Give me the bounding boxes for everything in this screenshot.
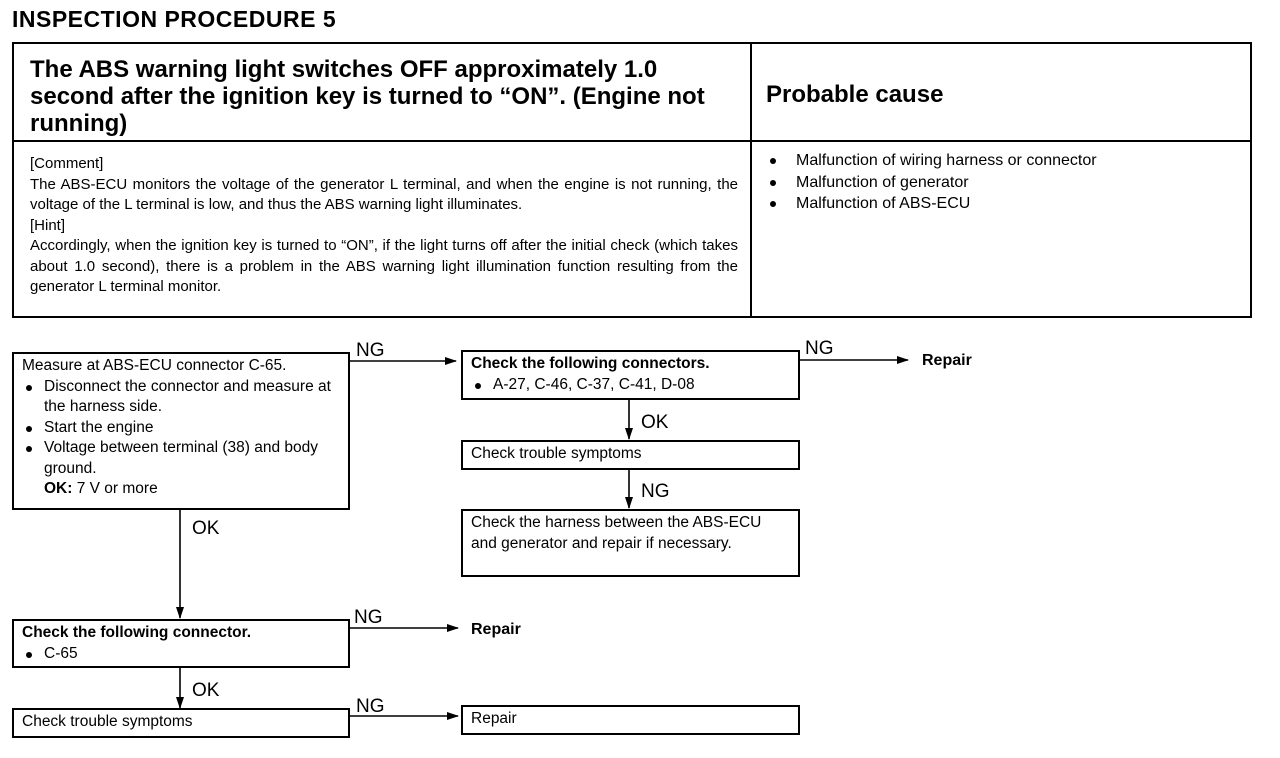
check-symptoms-box-2: Check trouble symptoms — [12, 708, 350, 738]
measure-step-item: Voltage between terminal (38) and body ground. — [22, 438, 340, 479]
ng-label: NG — [805, 338, 834, 359]
cause-item: Malfunction of ABS-ECU — [766, 193, 1097, 215]
measure-step-item: Start the engine — [22, 418, 340, 439]
hint-text: Accordingly, when the ignition key is turned to “ON”, if the light turns off after the initial check (which takes about 1.0 second), there is a problem in the ABS warning light illumination function resulting from the generator L terminal monitor. — [30, 237, 738, 295]
measure-ok-criterion — [22, 479, 340, 500]
check-connectors-box — [461, 350, 800, 400]
measure-step-title: Measure at ABS-ECU connector C-65. — [22, 357, 287, 374]
ok-label: OK — [192, 680, 220, 701]
comment-label: [Comment] — [30, 155, 104, 172]
measure-step-item: Disconnect the connector and measure at the harness side. — [22, 377, 340, 418]
page-title: INSPECTION PROCEDURE 5 — [12, 6, 337, 32]
check-connector-box — [12, 619, 350, 668]
check-connectors-title: Check the following connectors. — [471, 355, 710, 372]
check-connector-title: Check the following connector. — [22, 624, 252, 641]
repair-label: Repair — [471, 621, 521, 638]
check-harness-box: Check the harness between the ABS-ECU and generator and repair if necessary. — [461, 509, 800, 577]
connector-list-item: C-65 — [22, 644, 340, 665]
cause-item: Malfunction of wiring harness or connector — [766, 150, 1097, 172]
hint-label: [Hint] — [30, 216, 66, 234]
check-symptoms-box-1: Check trouble symptoms — [461, 440, 800, 470]
measure-step-box — [12, 352, 350, 510]
probable-cause-heading: Probable cause — [766, 81, 944, 108]
ok-criterion-label: OK: — [44, 480, 73, 497]
check-connector-list — [22, 644, 340, 665]
comment-text: The ABS-ECU monitors the voltage of the generator L terminal, and when the engine is not running, the voltage of the L terminal is low, and thus the ABS warning light illuminates. — [30, 175, 738, 213]
ng-label: NG — [641, 481, 670, 502]
measure-step-list — [22, 377, 340, 480]
check-connectors-list — [471, 375, 790, 396]
symptom-heading: The ABS warning light switches OFF approximately 1.0 second after the ignition key is turned to “ON”. (Engine not running) — [30, 56, 705, 137]
repair-box: Repair — [461, 705, 800, 735]
ng-label: NG — [354, 607, 383, 628]
connector-list-item: A-27, C-46, C-37, C-41, D-08 — [471, 375, 790, 396]
cause-item: Malfunction of generator — [766, 172, 1097, 194]
ok-label: OK — [641, 412, 669, 433]
ok-label: OK — [192, 518, 220, 539]
ng-label: NG — [356, 696, 385, 717]
ok-criterion-value: 7 V or more — [76, 480, 158, 497]
ng-label: NG — [356, 340, 385, 361]
repair-label: Repair — [922, 352, 972, 369]
